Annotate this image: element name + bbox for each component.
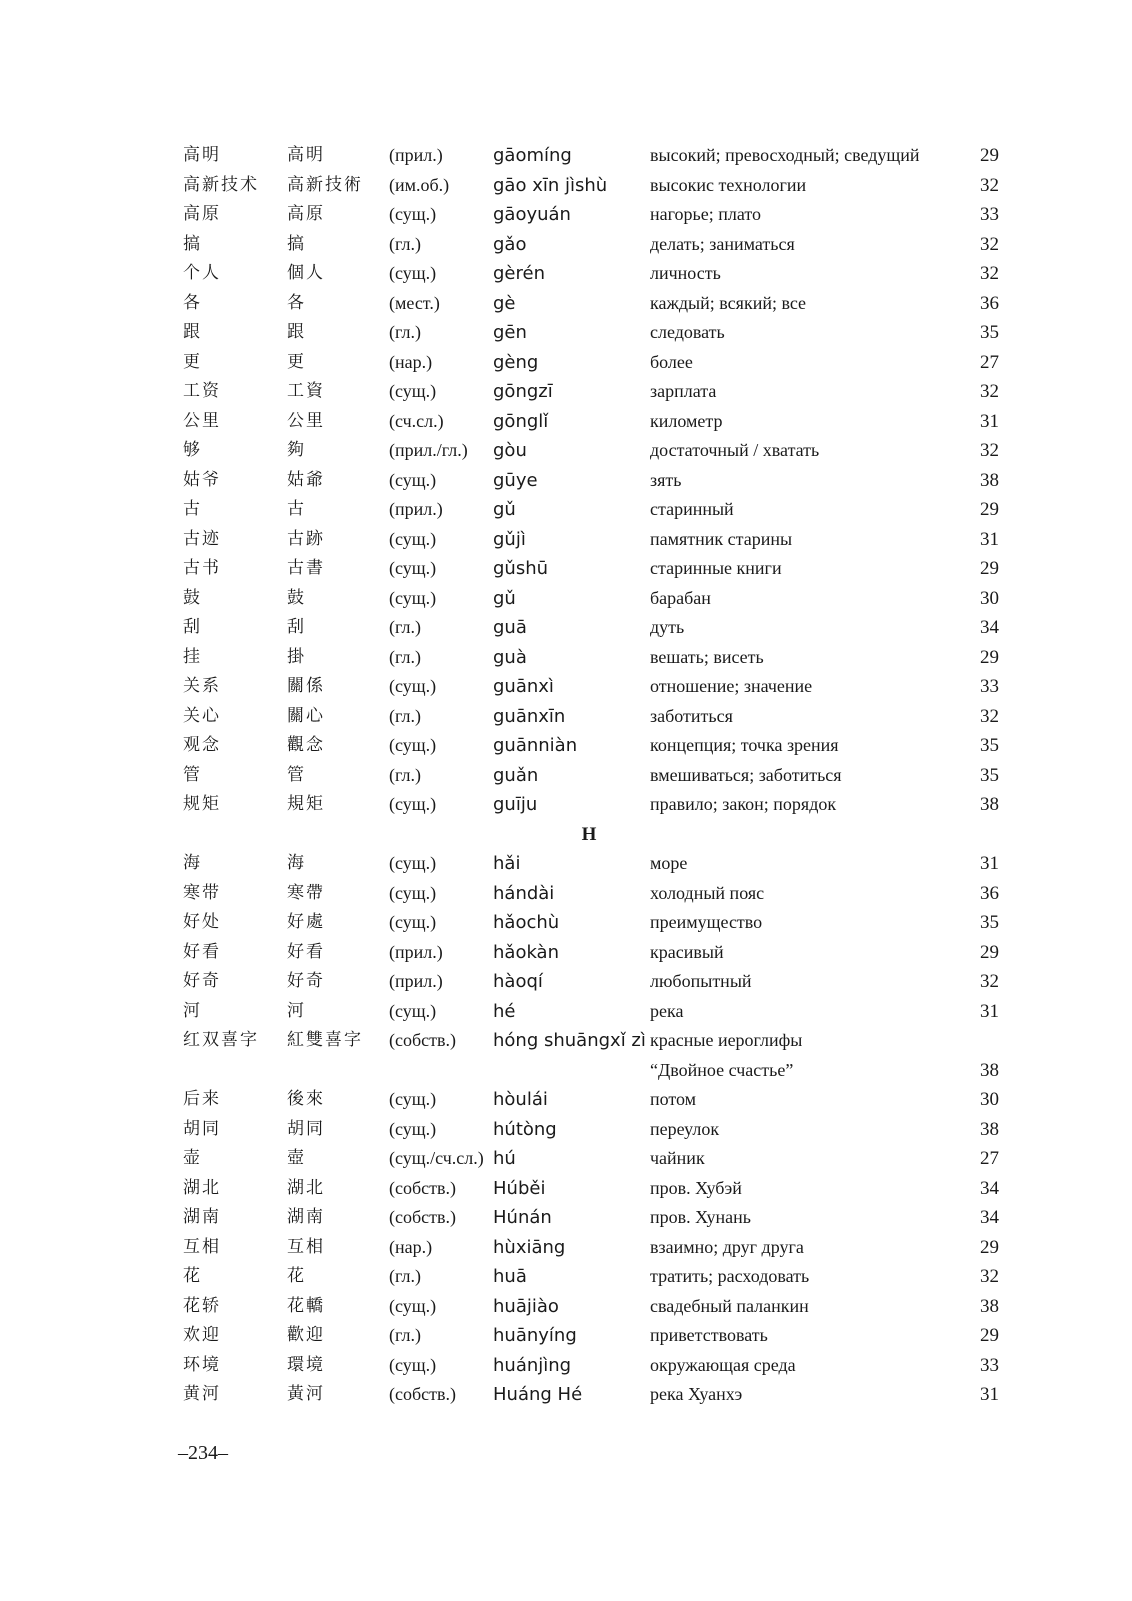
lesson-number: 35 bbox=[980, 322, 999, 343]
part-of-speech: (нар.) bbox=[389, 1236, 433, 1257]
part-of-speech: (гл.) bbox=[389, 322, 421, 342]
simplified-hanzi: 公里 bbox=[183, 410, 221, 431]
pinyin: hòulái bbox=[493, 1089, 548, 1110]
simplified-hanzi: 后来 bbox=[183, 1089, 221, 1109]
translation: правило; закон; порядок bbox=[650, 794, 837, 814]
translation: потом bbox=[650, 1089, 697, 1109]
traditional-hanzi: 關係 bbox=[287, 676, 325, 696]
lesson-number: 34 bbox=[980, 1207, 999, 1228]
section-letter: H bbox=[581, 823, 597, 845]
glossary-entry bbox=[0, 1380, 1132, 1410]
simplified-hanzi: 胡同 bbox=[183, 1118, 221, 1139]
glossary-entry bbox=[0, 761, 1132, 791]
translation: свадебный паланкин bbox=[650, 1295, 809, 1316]
lesson-number: 29 bbox=[980, 941, 999, 963]
lesson-number: 35 bbox=[980, 912, 999, 933]
glossary-entry bbox=[0, 672, 1132, 702]
lesson-number: 30 bbox=[980, 1089, 999, 1110]
glossary-entry bbox=[0, 1144, 1132, 1174]
glossary-entry bbox=[0, 289, 1132, 319]
glossary-entry bbox=[0, 702, 1132, 732]
traditional-hanzi: 河 bbox=[287, 1000, 306, 1021]
lesson-number: 31 bbox=[980, 853, 999, 874]
pinyin: hútòng bbox=[493, 1118, 557, 1140]
glossary-entry bbox=[0, 436, 1132, 466]
glossary-entry bbox=[0, 318, 1132, 348]
traditional-hanzi: 跟 bbox=[287, 322, 306, 342]
lesson-number: 34 bbox=[980, 1177, 999, 1199]
translation: заботиться bbox=[650, 705, 733, 726]
simplified-hanzi: 管 bbox=[183, 764, 202, 785]
part-of-speech: (сущ.) bbox=[389, 882, 437, 903]
part-of-speech: (прил./гл.) bbox=[389, 440, 468, 460]
traditional-hanzi: 姑爺 bbox=[287, 469, 325, 490]
pinyin: guānxīn bbox=[493, 705, 566, 727]
pinyin: gèrén bbox=[493, 263, 545, 284]
part-of-speech: (собств.) bbox=[389, 1384, 456, 1404]
part-of-speech: (гл.) bbox=[389, 617, 421, 637]
translation: “Двойное счастье” bbox=[650, 1059, 794, 1080]
traditional-hanzi: 寒帶 bbox=[287, 882, 325, 903]
simplified-hanzi: 关心 bbox=[183, 705, 221, 726]
simplified-hanzi: 各 bbox=[183, 292, 202, 313]
pinyin: gāo xīn jìshù bbox=[493, 174, 608, 196]
part-of-speech: (сущ.) bbox=[389, 263, 437, 283]
traditional-hanzi: 管 bbox=[287, 764, 306, 785]
simplified-hanzi: 够 bbox=[183, 440, 202, 460]
traditional-hanzi: 古跡 bbox=[287, 528, 325, 549]
translation: концепция; точка зрения bbox=[650, 735, 839, 755]
part-of-speech: (нар.) bbox=[389, 351, 433, 372]
simplified-hanzi: 寒带 bbox=[183, 882, 221, 903]
part-of-speech: (сущ./сч.сл.) bbox=[389, 1148, 484, 1168]
part-of-speech: (сущ.) bbox=[389, 469, 437, 490]
traditional-hanzi: 高新技術 bbox=[287, 174, 363, 195]
lesson-number: 29 bbox=[980, 1325, 999, 1346]
simplified-hanzi: 红双喜字 bbox=[183, 1030, 259, 1050]
simplified-hanzi: 高新技术 bbox=[183, 174, 259, 195]
translation: нагорье; плато bbox=[650, 204, 762, 224]
part-of-speech: (сущ.) bbox=[389, 204, 437, 224]
pinyin: huānyíng bbox=[493, 1325, 577, 1346]
part-of-speech: (сущ.) bbox=[389, 676, 437, 696]
glossary-entry bbox=[0, 1056, 1132, 1086]
translation: отношение; значение bbox=[650, 676, 813, 696]
pinyin: hàoqí bbox=[493, 971, 543, 992]
simplified-hanzi: 工资 bbox=[183, 381, 221, 401]
lesson-number: 29 bbox=[980, 499, 999, 520]
glossary-entry bbox=[0, 377, 1132, 407]
pinyin: gòu bbox=[493, 440, 527, 461]
pinyin: gūye bbox=[493, 469, 538, 491]
pinyin: guīju bbox=[493, 794, 538, 815]
part-of-speech: (сущ.) bbox=[389, 1118, 437, 1139]
lesson-number: 32 bbox=[980, 440, 999, 461]
translation: более bbox=[650, 351, 693, 372]
glossary-entry bbox=[0, 613, 1132, 643]
part-of-speech: (им.об.) bbox=[389, 174, 450, 195]
part-of-speech: (сч.сл.) bbox=[389, 410, 444, 431]
glossary-entry bbox=[0, 1321, 1132, 1351]
part-of-speech: (сущ.) bbox=[389, 794, 437, 814]
pinyin: Húnán bbox=[493, 1207, 552, 1228]
traditional-hanzi: 黃河 bbox=[287, 1384, 325, 1404]
translation: высокий; превосходный; сведущий bbox=[650, 145, 920, 165]
translation: зять bbox=[650, 469, 682, 490]
traditional-hanzi: 觀念 bbox=[287, 735, 325, 755]
lesson-number: 31 bbox=[980, 410, 999, 432]
lesson-number: 32 bbox=[980, 705, 999, 727]
traditional-hanzi: 個人 bbox=[287, 263, 325, 283]
translation: памятник старины bbox=[650, 528, 793, 549]
lesson-number: 29 bbox=[980, 646, 999, 668]
part-of-speech: (гл.) bbox=[389, 233, 421, 254]
traditional-hanzi: 掛 bbox=[287, 646, 306, 667]
lesson-number: 38 bbox=[980, 1059, 999, 1081]
lesson-number: 32 bbox=[980, 971, 999, 992]
part-of-speech: (сущ.) bbox=[389, 853, 437, 873]
page-number: –234– bbox=[178, 1442, 228, 1464]
traditional-hanzi: 互相 bbox=[287, 1236, 325, 1257]
simplified-hanzi: 个人 bbox=[183, 263, 221, 283]
part-of-speech: (гл.) bbox=[389, 705, 421, 726]
glossary-entry bbox=[0, 967, 1132, 997]
simplified-hanzi: 互相 bbox=[183, 1236, 221, 1257]
pinyin: gōnglǐ bbox=[493, 410, 549, 432]
simplified-hanzi: 古书 bbox=[183, 558, 221, 578]
part-of-speech: (сущ.) bbox=[389, 735, 437, 755]
lesson-number: 32 bbox=[980, 174, 999, 196]
part-of-speech: (сущ.) bbox=[389, 1354, 437, 1375]
simplified-hanzi: 搞 bbox=[183, 233, 202, 254]
pinyin: gǔjì bbox=[493, 528, 526, 550]
simplified-hanzi: 鼓 bbox=[183, 587, 202, 608]
pinyin: guānniàn bbox=[493, 735, 578, 756]
glossary-entry bbox=[0, 584, 1132, 614]
lesson-number: 35 bbox=[980, 764, 999, 786]
translation: красивый bbox=[650, 941, 724, 962]
part-of-speech: (сущ.) bbox=[389, 558, 437, 578]
lesson-number: 33 bbox=[980, 1354, 999, 1376]
part-of-speech: (мест.) bbox=[389, 292, 440, 313]
translation: вешать; висеть bbox=[650, 646, 764, 667]
glossary-entry bbox=[0, 849, 1132, 879]
lesson-number: 31 bbox=[980, 1384, 999, 1405]
glossary-entry bbox=[0, 230, 1132, 260]
pinyin: hú bbox=[493, 1148, 516, 1169]
translation: взаимно; друг друга bbox=[650, 1236, 804, 1257]
glossary-entry bbox=[0, 200, 1132, 230]
traditional-hanzi: 胡同 bbox=[287, 1118, 325, 1139]
glossary-entries bbox=[0, 141, 1132, 1410]
pinyin: huánjìng bbox=[493, 1354, 572, 1376]
pinyin: hǎokàn bbox=[493, 941, 559, 963]
part-of-speech: (сущ.) bbox=[389, 1000, 437, 1021]
translation: личность bbox=[650, 263, 721, 283]
traditional-hanzi: 關心 bbox=[287, 705, 325, 726]
part-of-speech: (прил.) bbox=[389, 499, 443, 519]
translation: река bbox=[650, 1000, 684, 1021]
simplified-hanzi: 关系 bbox=[183, 676, 221, 696]
traditional-hanzi: 紅雙喜字 bbox=[287, 1030, 363, 1050]
pinyin: huājiào bbox=[493, 1295, 559, 1317]
section-header-row bbox=[0, 820, 1132, 850]
pinyin: gè bbox=[493, 292, 516, 314]
translation: преимущество bbox=[650, 912, 763, 932]
glossary-entry bbox=[0, 908, 1132, 938]
simplified-hanzi: 姑爷 bbox=[183, 469, 221, 490]
glossary-entry bbox=[0, 1174, 1132, 1204]
pinyin: gāoyuán bbox=[493, 204, 571, 225]
glossary-entry bbox=[0, 643, 1132, 673]
glossary-entry bbox=[0, 466, 1132, 496]
pinyin: hóng shuāngxǐ zì bbox=[493, 1030, 646, 1051]
simplified-hanzi: 好看 bbox=[183, 941, 221, 962]
traditional-hanzi: 壺 bbox=[287, 1148, 306, 1168]
traditional-hanzi: 花 bbox=[287, 1266, 306, 1286]
part-of-speech: (прил.) bbox=[389, 941, 443, 962]
traditional-hanzi: 海 bbox=[287, 853, 306, 873]
part-of-speech: (прил.) bbox=[389, 145, 443, 165]
simplified-hanzi: 黄河 bbox=[183, 1384, 221, 1404]
simplified-hanzi: 高原 bbox=[183, 204, 221, 224]
simplified-hanzi: 湖南 bbox=[183, 1207, 221, 1227]
part-of-speech: (собств.) bbox=[389, 1177, 456, 1198]
glossary-entry bbox=[0, 731, 1132, 761]
part-of-speech: (гл.) bbox=[389, 764, 421, 785]
traditional-hanzi: 好奇 bbox=[287, 971, 325, 991]
lesson-number: 38 bbox=[980, 469, 999, 491]
glossary-entry bbox=[0, 938, 1132, 968]
lesson-number: 35 bbox=[980, 735, 999, 756]
glossary-entry bbox=[0, 259, 1132, 289]
pinyin: guānxì bbox=[493, 676, 554, 697]
pinyin: huā bbox=[493, 1266, 527, 1287]
glossary-entry bbox=[0, 348, 1132, 378]
glossary-entry bbox=[0, 1233, 1132, 1263]
translation: километр bbox=[650, 410, 723, 431]
lesson-number: 33 bbox=[980, 204, 999, 225]
traditional-hanzi: 各 bbox=[287, 292, 306, 313]
simplified-hanzi: 挂 bbox=[183, 646, 202, 667]
pinyin: gēn bbox=[493, 322, 527, 343]
traditional-hanzi: 歡迎 bbox=[287, 1325, 325, 1345]
simplified-hanzi: 好奇 bbox=[183, 971, 221, 991]
lesson-number: 36 bbox=[980, 292, 999, 314]
simplified-hanzi: 壶 bbox=[183, 1148, 202, 1168]
translation: достаточный / хватать bbox=[650, 440, 820, 460]
pinyin: guǎn bbox=[493, 764, 539, 786]
translation: любопытный bbox=[650, 971, 752, 991]
lesson-number: 30 bbox=[980, 587, 999, 609]
traditional-hanzi: 公里 bbox=[287, 410, 325, 431]
traditional-hanzi: 刮 bbox=[287, 617, 306, 637]
traditional-hanzi: 花轎 bbox=[287, 1295, 325, 1316]
pinyin: Húběi bbox=[493, 1177, 546, 1199]
pinyin: hǎochù bbox=[493, 912, 560, 933]
pinyin: guā bbox=[493, 617, 527, 638]
part-of-speech: (собств.) bbox=[389, 1030, 456, 1050]
pinyin: guà bbox=[493, 646, 527, 668]
part-of-speech: (сущ.) bbox=[389, 1295, 437, 1316]
part-of-speech: (сущ.) bbox=[389, 381, 437, 401]
simplified-hanzi: 湖北 bbox=[183, 1177, 221, 1198]
translation: окружающая среда bbox=[650, 1354, 796, 1375]
translation: тратить; расходовать bbox=[650, 1266, 810, 1286]
pinyin: hé bbox=[493, 1000, 516, 1022]
pinyin: Huáng Hé bbox=[493, 1384, 583, 1405]
translation: высокис технологии bbox=[650, 174, 807, 195]
lesson-number: 32 bbox=[980, 1266, 999, 1287]
glossary-entry bbox=[0, 1351, 1132, 1381]
pinyin: gèng bbox=[493, 351, 539, 373]
part-of-speech: (сущ.) bbox=[389, 1089, 437, 1109]
translation: вмешиваться; заботиться bbox=[650, 764, 842, 785]
lesson-number: 34 bbox=[980, 617, 999, 638]
simplified-hanzi: 古迹 bbox=[183, 528, 221, 549]
lesson-number: 36 bbox=[980, 882, 999, 904]
traditional-hanzi: 環境 bbox=[287, 1354, 325, 1375]
translation: барабан bbox=[650, 587, 711, 608]
lesson-number: 32 bbox=[980, 381, 999, 402]
lesson-number: 29 bbox=[980, 558, 999, 579]
glossary-entry bbox=[0, 790, 1132, 820]
lesson-number: 38 bbox=[980, 794, 999, 815]
simplified-hanzi: 花轿 bbox=[183, 1295, 221, 1316]
lesson-number: 29 bbox=[980, 1236, 999, 1258]
glossary-entry bbox=[0, 1026, 1132, 1056]
part-of-speech: (сущ.) bbox=[389, 528, 437, 549]
simplified-hanzi: 刮 bbox=[183, 617, 202, 637]
traditional-hanzi: 湖南 bbox=[287, 1207, 325, 1227]
traditional-hanzi: 高明 bbox=[287, 145, 325, 165]
translation: море bbox=[650, 853, 688, 873]
lesson-number: 27 bbox=[980, 351, 999, 373]
traditional-hanzi: 好看 bbox=[287, 941, 325, 962]
glossary-entry bbox=[0, 1115, 1132, 1145]
glossary-entry bbox=[0, 495, 1132, 525]
pinyin: gǔ bbox=[493, 499, 516, 520]
translation: холодный пояс bbox=[650, 882, 765, 903]
simplified-hanzi: 观念 bbox=[183, 735, 221, 755]
translation: пров. Хунань bbox=[650, 1207, 752, 1227]
part-of-speech: (гл.) bbox=[389, 1325, 421, 1345]
simplified-hanzi: 古 bbox=[183, 499, 202, 519]
simplified-hanzi: 好处 bbox=[183, 912, 221, 932]
translation: старинный bbox=[650, 499, 734, 519]
glossary-entry bbox=[0, 407, 1132, 437]
glossary-entry bbox=[0, 1262, 1132, 1292]
simplified-hanzi: 海 bbox=[183, 853, 202, 873]
simplified-hanzi: 河 bbox=[183, 1000, 202, 1021]
traditional-hanzi: 更 bbox=[287, 351, 306, 372]
lesson-number: 31 bbox=[980, 528, 999, 550]
traditional-hanzi: 後來 bbox=[287, 1089, 325, 1109]
traditional-hanzi: 高原 bbox=[287, 204, 325, 224]
simplified-hanzi: 环境 bbox=[183, 1354, 221, 1375]
glossary-entry bbox=[0, 525, 1132, 555]
glossary-entry bbox=[0, 554, 1132, 584]
pinyin: gǔ bbox=[493, 587, 516, 609]
pinyin: gāomíng bbox=[493, 145, 572, 166]
simplified-hanzi: 更 bbox=[183, 351, 202, 372]
glossary-entry bbox=[0, 1292, 1132, 1322]
translation: приветствовать bbox=[650, 1325, 768, 1345]
pinyin: gōngzī bbox=[493, 381, 553, 402]
traditional-hanzi: 夠 bbox=[287, 440, 306, 460]
translation: красные иероглифы bbox=[650, 1030, 803, 1050]
pinyin: hùxiāng bbox=[493, 1236, 566, 1258]
simplified-hanzi: 跟 bbox=[183, 322, 202, 342]
part-of-speech: (сущ.) bbox=[389, 587, 437, 608]
part-of-speech: (сущ.) bbox=[389, 912, 437, 932]
lesson-number: 33 bbox=[980, 676, 999, 697]
translation: чайник bbox=[650, 1148, 705, 1168]
translation: пров. Хубэй bbox=[650, 1177, 742, 1198]
lesson-number: 31 bbox=[980, 1000, 999, 1022]
traditional-hanzi: 古 bbox=[287, 499, 306, 519]
simplified-hanzi: 欢迎 bbox=[183, 1325, 221, 1345]
part-of-speech: (гл.) bbox=[389, 1266, 421, 1286]
traditional-hanzi: 規矩 bbox=[287, 794, 325, 814]
translation: старинные книги bbox=[650, 558, 782, 578]
part-of-speech: (прил.) bbox=[389, 971, 443, 991]
simplified-hanzi: 花 bbox=[183, 1266, 202, 1286]
translation: следовать bbox=[650, 322, 725, 342]
glossary-entry bbox=[0, 171, 1132, 201]
traditional-hanzi: 古書 bbox=[287, 558, 325, 578]
glossary-entry bbox=[0, 879, 1132, 909]
lesson-number: 29 bbox=[980, 145, 999, 166]
pinyin: hándài bbox=[493, 882, 555, 904]
part-of-speech: (гл.) bbox=[389, 646, 421, 667]
traditional-hanzi: 湖北 bbox=[287, 1177, 325, 1198]
glossary-entry bbox=[0, 1203, 1132, 1233]
translation: каждый; всякий; все bbox=[650, 292, 807, 313]
part-of-speech: (собств.) bbox=[389, 1207, 456, 1227]
lesson-number: 27 bbox=[980, 1148, 999, 1169]
pinyin: gǔshū bbox=[493, 558, 549, 579]
translation: переулок bbox=[650, 1118, 720, 1139]
translation: дуть bbox=[650, 617, 685, 637]
traditional-hanzi: 工資 bbox=[287, 381, 325, 401]
traditional-hanzi: 鼓 bbox=[287, 587, 306, 608]
lesson-number: 32 bbox=[980, 233, 999, 255]
translation: делать; заниматься bbox=[650, 233, 795, 254]
glossary-entry bbox=[0, 997, 1132, 1027]
lesson-number: 38 bbox=[980, 1118, 999, 1140]
simplified-hanzi: 规矩 bbox=[183, 794, 221, 814]
glossary-entry bbox=[0, 1085, 1132, 1115]
lesson-number: 32 bbox=[980, 263, 999, 284]
simplified-hanzi: 高明 bbox=[183, 145, 221, 165]
translation: зарплата bbox=[650, 381, 717, 401]
translation: река Хуанхэ bbox=[650, 1384, 743, 1404]
glossary-entry bbox=[0, 141, 1132, 171]
pinyin: gǎo bbox=[493, 233, 527, 255]
lesson-number: 38 bbox=[980, 1295, 999, 1317]
traditional-hanzi: 好處 bbox=[287, 912, 325, 932]
pinyin: hǎi bbox=[493, 853, 521, 874]
traditional-hanzi: 搞 bbox=[287, 233, 306, 254]
